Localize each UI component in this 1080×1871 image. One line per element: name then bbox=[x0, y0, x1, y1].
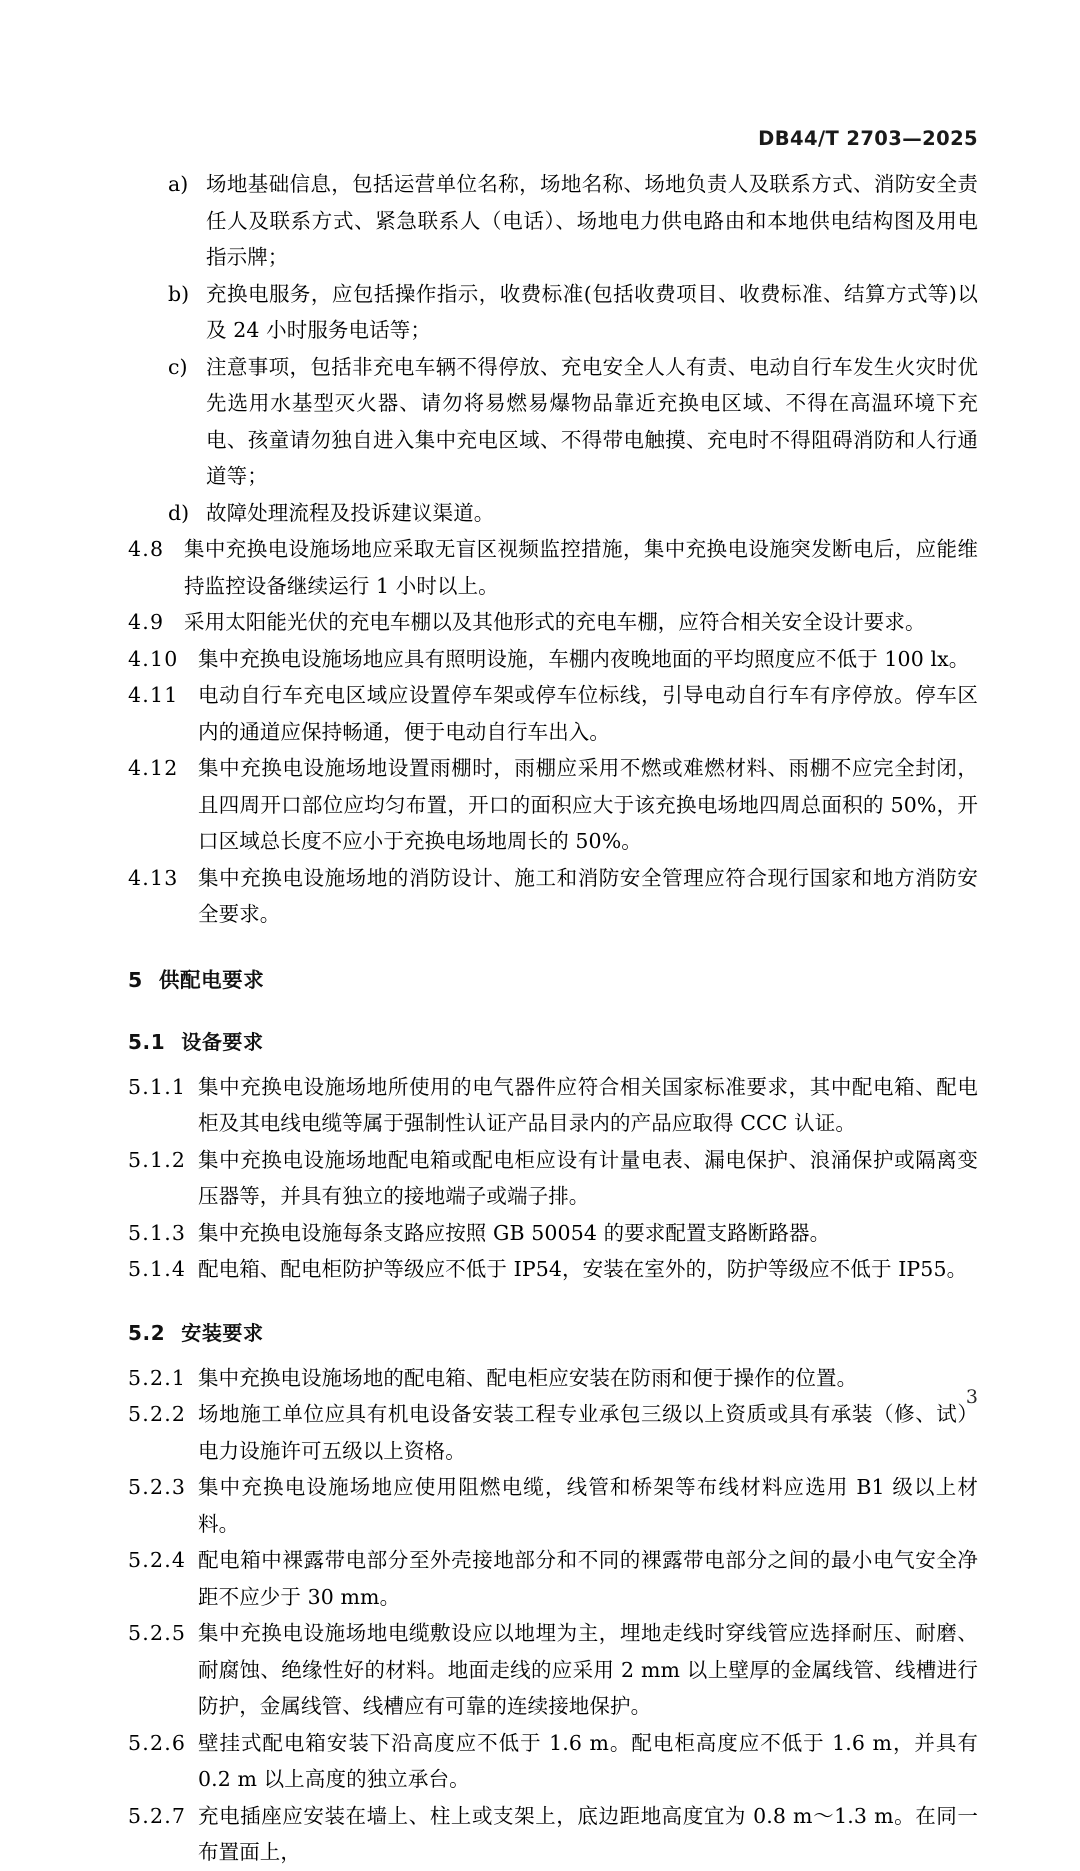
clause-4-11 bbox=[128, 677, 978, 750]
clause-text: 采用太阳能光伏的充电车棚以及其他形式的充电车棚，应符合相关安全设计要求。 bbox=[184, 610, 926, 634]
list-item-text: 充换电服务，应包括操作指示，收费标准(包括收费项目、收费标准、结算方式等)以及 24 小时服务电话等； bbox=[206, 281, 978, 342]
list-item-text: 故障处理流程及投诉建议渠道。 bbox=[206, 500, 495, 525]
clause-5-1-4 bbox=[128, 1251, 978, 1288]
clause-number: 5.2.6 bbox=[128, 1730, 187, 1755]
clause-number: 4.12 bbox=[128, 756, 179, 780]
clause-5-1-2 bbox=[128, 1142, 978, 1215]
clause-text: 场地施工单位应具有机电设备安装工程专业承包三级以上资质或具有承装（修、试）电力设施许可五级以上资格。 bbox=[198, 1402, 978, 1463]
clause-number: 5.1.4 bbox=[128, 1257, 187, 1281]
clause-text: 集中充换电设施场地配电箱或配电柜应设有计量电表、漏电保护、浪涌保护或隔离变压器等，并具有独立的接地端子或端子排。 bbox=[198, 1147, 978, 1208]
clause-5-1-1 bbox=[128, 1069, 978, 1142]
subsection-heading-5-1 bbox=[128, 1025, 978, 1059]
clause-text: 壁挂式配电箱安装下沿高度应不低于 1.6 m。配电柜高度应不低于 1.6 m，并具有 0.2 m 以上高度的独立承台。 bbox=[198, 1730, 978, 1791]
clause-4-8 bbox=[128, 531, 978, 604]
clause-number: 5.2.2 bbox=[128, 1402, 187, 1426]
page-number: 3 bbox=[965, 1386, 978, 1408]
clause-number: 5.1.1 bbox=[128, 1074, 187, 1099]
clause-text: 集中充换电设施场地电缆敷设应以地埋为主，埋地走线时穿线管应选择耐压、耐磨、耐腐蚀、绝缘性好的材料。地面走线的应采用 2 mm 以上壁厚的金属线管、线槽进行防护，金属线管、线槽应有可靠的连续接地保护。 bbox=[198, 1621, 978, 1718]
list-item-marker: c) bbox=[168, 354, 188, 379]
clause-5-2-6 bbox=[128, 1725, 978, 1798]
clause-number: 5.2.3 bbox=[128, 1475, 187, 1499]
clause-text: 配电箱、配电柜防护等级应不低于 IP54，安装在室外的，防护等级应不低于 IP55。 bbox=[198, 1257, 968, 1281]
section-title: 供配电要求 bbox=[158, 967, 265, 992]
clause-number: 4.8 bbox=[128, 537, 165, 561]
subsection-number: 5.1 bbox=[128, 1029, 166, 1054]
subsection-heading-5-2 bbox=[128, 1316, 978, 1350]
clause-number: 4.9 bbox=[128, 610, 165, 634]
clause-5-2-5 bbox=[128, 1615, 978, 1725]
clause-text: 集中充换电设施场地应采取无盲区视频监控措施，集中充换电设施突发断电后，应能维持监控设备继续运行 1 小时以上。 bbox=[184, 537, 978, 598]
lettered-list bbox=[128, 166, 978, 531]
clause-text: 配电箱中裸露带电部分至外壳接地部分和不同的裸露带电部分之间的最小电气安全净距不应少于 30 mm。 bbox=[198, 1548, 978, 1609]
clause-number: 5.2.1 bbox=[128, 1365, 187, 1390]
list-item bbox=[128, 166, 978, 276]
clause-number: 5.1.2 bbox=[128, 1147, 187, 1172]
clause-number: 4.11 bbox=[128, 683, 179, 707]
list-item-marker: a) bbox=[168, 172, 189, 196]
clause-5-2-7 bbox=[128, 1798, 978, 1871]
clause-text: 集中充换电设施每条支路应按照 GB 50054 的要求配置支路断路器。 bbox=[198, 1220, 831, 1245]
clause-text: 集中充换电设施场地的消防设计、施工和消防安全管理应符合现行国家和地方消防安全要求。 bbox=[198, 865, 978, 926]
clause-number: 5.2.5 bbox=[128, 1621, 187, 1645]
clause-number: 5.2.7 bbox=[128, 1803, 187, 1828]
clause-text: 集中充换电设施场地应具有照明设施，车棚内夜晚地面的平均照度应不低于 100 lx。 bbox=[198, 646, 970, 671]
clause-number: 4.10 bbox=[128, 646, 179, 671]
list-item-text: 注意事项，包括非充电车辆不得停放、充电安全人人有责、电动自行车发生火灾时优先选用水基型灭火器、请勿将易燃易爆物品靠近充换电区域、不得在高温环境下充电、孩童请勿独自进入集中充电区域、不得带电触摸、充电时不得阻碍消防和人行通道等； bbox=[206, 354, 978, 488]
clause-number: 4.13 bbox=[128, 865, 179, 890]
list-item bbox=[128, 349, 978, 495]
clause-4-10 bbox=[128, 641, 978, 678]
clause-text: 集中充换电设施场地设置雨棚时，雨棚应采用不燃或难燃材料、雨棚不应完全封闭，且四周开口部位应均匀布置，开口的面积应大于该充换电场地四周总面积的 50%，开口区域总长度不应小于充换电场地周长的 50%。 bbox=[198, 756, 978, 853]
clause-text: 集中充换电设施场地的配电箱、配电柜应安装在防雨和便于操作的位置。 bbox=[198, 1365, 858, 1390]
list-item-marker: b) bbox=[168, 281, 190, 306]
clause-text: 集中充换电设施场地所使用的电气器件应符合相关国家标准要求，其中配电箱、配电柜及其电线电缆等属于强制性认证产品目录内的产品应取得 CCC 认证。 bbox=[198, 1074, 978, 1135]
list-item-marker: d) bbox=[168, 500, 190, 525]
clause-4-13 bbox=[128, 860, 978, 933]
clause-number: 5.2.4 bbox=[128, 1548, 187, 1572]
running-header-standard-code: DB44/T 2703—2025 bbox=[758, 127, 978, 150]
clause-5-1-3 bbox=[128, 1215, 978, 1252]
list-item bbox=[128, 495, 978, 532]
subsection-number: 5.2 bbox=[128, 1320, 166, 1345]
subsection-title: 安装要求 bbox=[181, 1320, 264, 1345]
document-body bbox=[128, 166, 978, 1871]
clause-number: 5.1.3 bbox=[128, 1220, 187, 1245]
list-item bbox=[128, 276, 978, 349]
clause-text: 电动自行车充电区域应设置停车架或停车位标线，引导电动自行车有序停放。停车区内的通道应保持畅通，便于电动自行车出入。 bbox=[198, 683, 978, 744]
clause-4-9 bbox=[128, 604, 978, 641]
clause-5-2-4 bbox=[128, 1542, 978, 1615]
subsection-title: 设备要求 bbox=[181, 1029, 264, 1054]
clause-text: 集中充换电设施场地应使用阻燃电缆，线管和桥架等布线材料应选用 B1 级以上材料。 bbox=[198, 1475, 978, 1536]
clause-text: 充电插座应安装在墙上、柱上或支架上，底边距地高度宜为 0.8 m～1.3 m。在同一布置面上， bbox=[198, 1803, 978, 1864]
list-item-text: 场地基础信息，包括运营单位名称，场地名称、场地负责人及联系方式、消防安全责任人及联系方式、紧急联系人（电话）、场地电力供电路由和本地供电结构图及用电指示牌； bbox=[206, 172, 978, 269]
section-heading-5 bbox=[128, 963, 978, 997]
clause-5-2-3 bbox=[128, 1469, 978, 1542]
clause-4-12 bbox=[128, 750, 978, 860]
section-number: 5 bbox=[128, 967, 143, 992]
